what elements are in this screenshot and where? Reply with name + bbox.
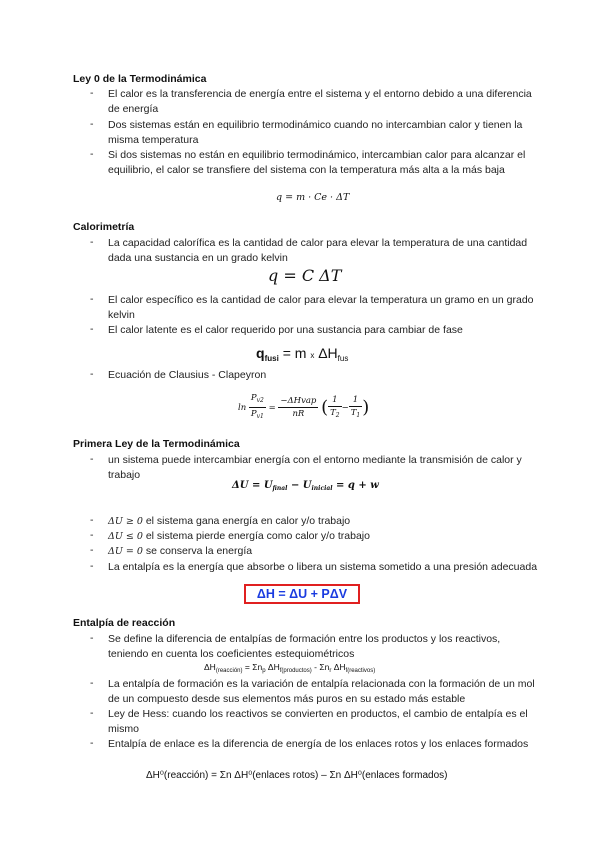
- bullet-dash: -: [90, 236, 94, 248]
- list-item: [108, 529, 538, 544]
- latent-q: q: [256, 345, 265, 361]
- bullet-dash: -: [90, 87, 94, 99]
- clausius-t1: T: [350, 407, 357, 418]
- clausius-p1-sub: v1: [256, 413, 264, 420]
- clausius-one: 1: [349, 394, 363, 407]
- section-title-primera-ley: Primera Ley de la Termodinámica: [73, 438, 240, 450]
- clausius-t2: T: [330, 407, 336, 418]
- bullet-dash: -: [90, 632, 94, 644]
- list-item: La capacidad calorífica es la cantidad de calor para elevar la temperatura de una cantidad dada una sustancia en un grado kelvin: [108, 237, 528, 265]
- clausius-clapeyron-equation: ln $\frac{P_{v2}}{P_{v1}}$ = $\frac{\text{−ΔHvap}}{nR}$ ( $\frac{1}{T_2}$ − $\frac{1}{T_1}$ ): [238, 392, 369, 423]
- bullet-dash: -: [90, 544, 94, 556]
- list-item: Se define la diferencia de entalpías de formación entre los productos y los reactivos, teniendo en cuenta los coeficientes estequiométricos: [108, 633, 501, 661]
- list-item: El calor es la transferencia de energía entre el sistema y el entorno debido a una diferencia de energía: [108, 88, 532, 116]
- clausius-rhs-den: nR: [292, 409, 305, 419]
- first-law-equation: [232, 480, 379, 492]
- clausius-p2-sub: v2: [256, 397, 264, 404]
- clausius-p1: P: [250, 409, 257, 419]
- condition-conserve: ΔU = 0: [108, 546, 143, 557]
- list-item: El calor específico es la cantidad de calor para elevar la temperatura un gramo en un grado kelvin: [108, 294, 534, 322]
- list-item: [108, 514, 538, 529]
- clausius-enthalpy-fraction: [278, 395, 318, 420]
- list-item: El calor latente es el calor requerido por una sustancia para cambiar de fase: [108, 324, 463, 336]
- bullet-dash: -: [90, 707, 94, 719]
- rxn-r: r: [329, 668, 332, 674]
- bond-enthalpy-equation: ΔH⁰(reacción) = Σn ΔH⁰(enlaces rotos) – Σn ΔH⁰(enlaces formados): [146, 770, 448, 781]
- clausius-rhs-num: −ΔHvap: [280, 396, 317, 406]
- clausius-t1-fraction: [349, 394, 363, 422]
- section-title-calorimetria: Calorimetría: [73, 221, 135, 233]
- clausius-t2-sub: 2: [335, 411, 340, 419]
- bullet-dash: -: [90, 323, 94, 335]
- latent-x: x: [310, 351, 315, 360]
- bullet-dash: -: [90, 560, 94, 572]
- first-law-rhs: = q + w: [336, 480, 379, 491]
- latent-eq: = m: [282, 345, 307, 361]
- list-item: [108, 544, 538, 559]
- bullet-dash: -: [90, 737, 94, 749]
- condition-conserve-text: se conserva la energía: [145, 545, 253, 557]
- clausius-p2: P: [250, 393, 257, 403]
- latent-heat-equation: [256, 345, 348, 363]
- list-item: La entalpía es la energía que absorbe o libera un sistema sometido a una presión adecuada: [108, 561, 538, 573]
- clausius-t1-sub: 1: [356, 411, 361, 419]
- bullet-dash: -: [90, 118, 94, 130]
- rxn-f2: f: [345, 668, 348, 674]
- condition-loss-text: el sistema pierde energía como calor y/o trabajo: [145, 530, 370, 542]
- list-item: Ley de Hess: cuando los reactivos se convierten en productos, el cambio de entalpía es el mismo: [108, 708, 528, 736]
- first-law-minus: − U: [290, 480, 312, 491]
- list-item: La entalpía de formación es la variación de entalpía relacionada con la formación de un mol de un compuesto desde sus elementos más puros en su estado más estable: [108, 678, 535, 706]
- clausius-minus: −: [341, 403, 349, 413]
- bullet-dash: -: [90, 368, 94, 380]
- rxn-reacts: (reactivos): [347, 668, 376, 674]
- rxn-minus: - Σn: [314, 662, 330, 672]
- heat-equation: q = m · Ce · ΔT: [276, 192, 350, 203]
- rxn-reac: (reacción): [215, 668, 243, 674]
- rxn-p: p: [262, 668, 266, 674]
- latent-dh: ΔH: [318, 345, 338, 361]
- condition-gain-text: el sistema gana energía en calor y/o trabajo: [145, 515, 351, 527]
- latent-dh-sub: fus: [337, 354, 349, 363]
- clausius-equals: =: [268, 403, 276, 413]
- rxn-dh: ΔH: [204, 662, 216, 672]
- rxn-dhf2: ΔH: [333, 662, 346, 672]
- clausius-ln: ln: [238, 403, 247, 413]
- bullet-dash: -: [90, 514, 94, 526]
- latent-q-sub: fusi: [264, 354, 279, 363]
- bullet-dash: -: [90, 293, 94, 305]
- list-item: Si dos sistemas no están en equilibrio termodinámico, intercambian calor para alcanzar el equilibrio, el calor se transfiere del sistema con la temperatura más alta a la más baja: [108, 149, 526, 177]
- rxn-dhf: ΔH: [267, 662, 280, 672]
- bullet-dash: -: [90, 677, 94, 689]
- rxn-eq: = Σn: [244, 662, 263, 672]
- list-item: Dos sistemas están en equilibrio termodinámico cuando no intercambian calor y tienen la misma temperatura: [108, 119, 523, 147]
- section-title-entalpia: Entalpía de reacción: [73, 617, 176, 629]
- condition-gain: ΔU ≥ 0: [108, 516, 143, 527]
- bullet-dash: -: [90, 148, 94, 160]
- clausius-one: 1: [328, 394, 342, 407]
- rxn-prod: (productos): [281, 668, 312, 674]
- bullet-dash: -: [90, 453, 94, 465]
- enthalpy-highlight-box: ΔH = ΔU + PΔV: [244, 584, 360, 604]
- clausius-pressure-fraction: [249, 392, 266, 423]
- clausius-t2-fraction: [328, 394, 342, 422]
- list-item: un sistema puede intercambiar energía con el entorno mediante la transmisión de calor y trabajo: [108, 454, 522, 482]
- section-title-ley0: Ley 0 de la Termodinámica: [73, 73, 207, 85]
- condition-loss: ΔU ≤ 0: [108, 531, 143, 542]
- bullet-dash: -: [90, 529, 94, 541]
- list-item: Entalpía de enlace es la diferencia de energía de los enlaces rotos y los enlaces formados: [108, 738, 529, 750]
- heat-capacity-equation: q = C ΔT: [268, 266, 342, 285]
- list-item: Ecuación de Clausius - Clapeyron: [108, 369, 267, 381]
- first-law-final: final: [272, 485, 288, 492]
- rxn-f: f: [279, 668, 282, 674]
- first-law-lhs: ΔU = U: [232, 480, 273, 491]
- reaction-enthalpy-equation: [204, 662, 375, 674]
- first-law-initial: inicial: [311, 485, 333, 492]
